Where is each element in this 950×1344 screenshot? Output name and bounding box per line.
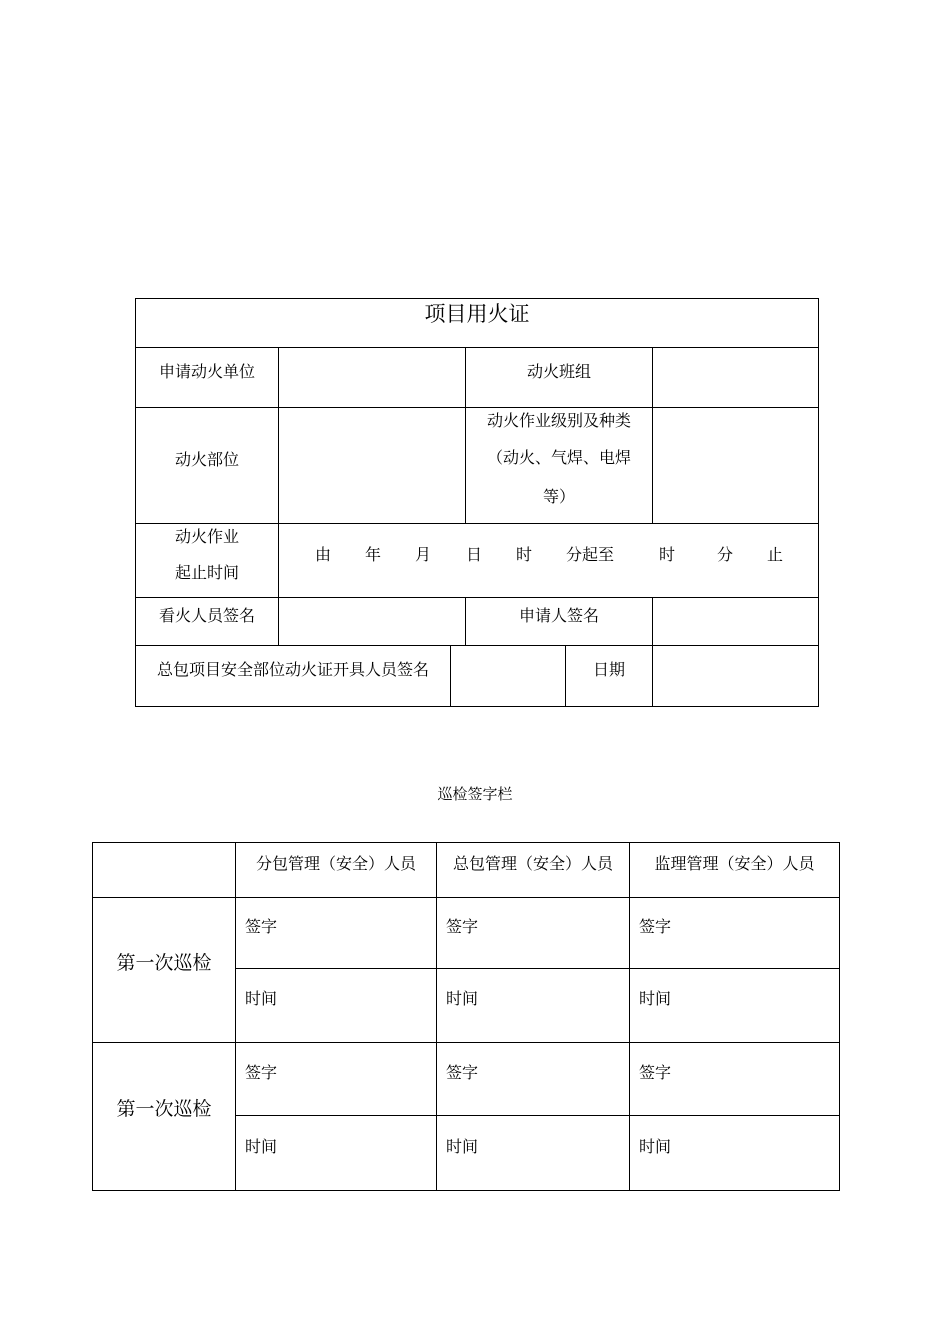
sign-label: 签字 — [446, 1063, 479, 1082]
sign-label: 签字 — [245, 1063, 278, 1082]
date-field[interactable] — [654, 647, 817, 705]
sign-label: 签字 — [639, 917, 672, 936]
applicant-signature-field[interactable] — [654, 599, 817, 644]
time-minute-end: 分 — [717, 545, 734, 564]
sign-field[interactable] — [237, 1044, 435, 1114]
round-label: 第一次巡检 — [116, 1098, 212, 1120]
applicant-label: 申请人签名 — [518, 606, 599, 625]
time-from: 由 — [315, 545, 332, 564]
time-field[interactable] — [237, 970, 435, 1041]
patrol-title: 巡检签字栏 — [437, 785, 513, 803]
sign-label: 签字 — [446, 917, 479, 936]
watcher-signature-field[interactable] — [280, 599, 464, 644]
time-hour-end: 时 — [659, 545, 676, 564]
time-month: 月 — [415, 545, 432, 564]
time-field[interactable] — [438, 970, 628, 1041]
time-field[interactable] — [631, 970, 838, 1041]
date-label: 日期 — [592, 660, 625, 679]
time-label: 时间 — [639, 989, 672, 1008]
time-label: 时间 — [446, 1137, 479, 1156]
time-stop: 止 — [767, 545, 784, 564]
apply-unit-field[interactable] — [280, 349, 464, 406]
level-label-line3: 等） — [542, 487, 575, 506]
permit-title: 项目用火证 — [424, 302, 530, 326]
time-label: 时间 — [245, 989, 278, 1008]
sign-field[interactable] — [631, 899, 838, 967]
time-year: 年 — [365, 545, 382, 564]
fire-team-field[interactable] — [654, 349, 817, 406]
round-label: 第一次巡检 — [116, 952, 212, 974]
header-supervisor: 监理管理（安全）人员 — [654, 854, 815, 873]
location-label: 动火部位 — [174, 450, 239, 469]
time-field[interactable] — [237, 1117, 435, 1189]
level-label-line1: 动火作业级别及种类 — [486, 411, 631, 430]
time-label: 时间 — [245, 1137, 278, 1156]
time-field[interactable] — [631, 1117, 838, 1189]
sign-field[interactable] — [237, 899, 435, 967]
sign-field[interactable] — [438, 899, 628, 967]
time-label-line1: 动火作业 — [174, 527, 239, 546]
issuer-signature-field[interactable] — [452, 647, 564, 705]
header-general-contractor: 总包管理（安全）人员 — [452, 854, 613, 873]
time-minute-start: 分起至 — [566, 545, 615, 564]
level-label-line2: （动火、气焊、电焊 — [486, 448, 631, 467]
issuer-label: 总包项目安全部位动火证开具人员签名 — [156, 660, 429, 679]
watcher-label: 看火人员签名 — [158, 606, 255, 625]
location-field[interactable] — [280, 409, 464, 522]
apply-unit-label: 申请动火单位 — [158, 362, 255, 381]
fire-team-label: 动火班组 — [526, 362, 591, 381]
sign-field[interactable] — [631, 1044, 838, 1114]
level-field[interactable] — [654, 409, 817, 522]
time-day: 日 — [466, 545, 483, 564]
time-label: 时间 — [446, 989, 479, 1008]
time-label: 时间 — [639, 1137, 672, 1156]
time-field[interactable] — [438, 1117, 628, 1189]
sign-label: 签字 — [639, 1063, 672, 1082]
header-subcontractor: 分包管理（安全）人员 — [255, 854, 416, 873]
sign-label: 签字 — [245, 917, 278, 936]
time-hour: 时 — [516, 545, 533, 564]
sign-field[interactable] — [438, 1044, 628, 1114]
time-label-line2: 起止时间 — [174, 563, 239, 582]
